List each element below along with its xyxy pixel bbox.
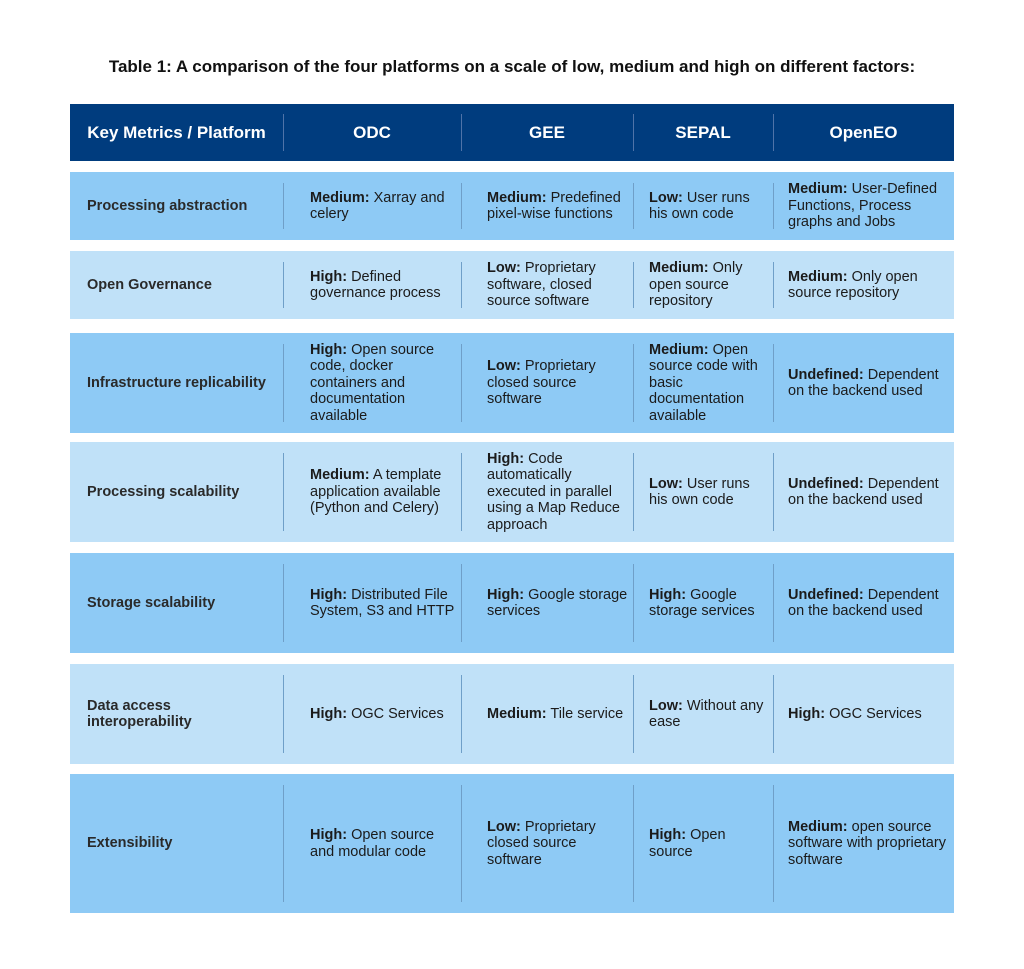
cell-text: Open source code, docker containers and documentation available bbox=[310, 341, 435, 424]
rating-label: Medium: bbox=[310, 189, 370, 206]
table-row bbox=[70, 774, 954, 913]
metric-label bbox=[87, 172, 277, 240]
cell-text: Proprietary closed source software bbox=[487, 818, 596, 868]
column-divider bbox=[283, 453, 284, 531]
rating-label: High: bbox=[649, 827, 687, 843]
cell-text: Proprietary software, closed source software bbox=[487, 260, 596, 310]
column-divider bbox=[773, 675, 774, 753]
cell-text: OGC Services bbox=[825, 705, 922, 722]
metric-label bbox=[87, 442, 277, 542]
metric-label bbox=[87, 333, 277, 433]
rating-label: Low: bbox=[649, 189, 683, 206]
rating-label: Medium: bbox=[649, 260, 709, 277]
cell-text: Tile service bbox=[546, 705, 624, 722]
rating-label: High: bbox=[649, 586, 687, 603]
metric-label bbox=[87, 251, 277, 319]
table-cell bbox=[310, 333, 458, 433]
column-divider bbox=[283, 344, 284, 422]
rating-label: Low: bbox=[649, 475, 683, 492]
table-cell bbox=[788, 664, 948, 764]
cell-text: Open source and modular code bbox=[310, 827, 435, 860]
table-cell bbox=[788, 333, 948, 433]
column-divider bbox=[461, 183, 462, 229]
header-odc: ODC bbox=[353, 122, 391, 142]
rating-label: Medium: bbox=[649, 341, 709, 358]
column-divider bbox=[283, 183, 284, 229]
column-divider bbox=[773, 785, 774, 902]
cell-text: Dependent on the backend used bbox=[788, 586, 939, 619]
rating-label: Low: bbox=[487, 260, 521, 277]
table-row bbox=[70, 553, 954, 653]
cell-text: Only open source repository bbox=[788, 268, 918, 301]
column-divider bbox=[633, 785, 634, 902]
rating-label: Medium: bbox=[788, 181, 848, 198]
metric-label bbox=[87, 664, 277, 764]
cell-text: Dependent on the backend used bbox=[788, 475, 939, 508]
table-cell bbox=[310, 442, 458, 542]
cell-text: Xarray and celery bbox=[310, 189, 445, 222]
rating-label: High: bbox=[487, 450, 525, 467]
table-cell bbox=[788, 251, 948, 319]
rating-label: Medium: bbox=[487, 189, 547, 206]
metric-text: Open Governance bbox=[87, 276, 212, 293]
rating-label: Low: bbox=[487, 818, 521, 835]
cell-text: A template application available (Python and Celery) bbox=[310, 467, 442, 517]
table-cell bbox=[649, 442, 769, 542]
column-divider bbox=[633, 564, 634, 642]
cell-text: Google storage services bbox=[649, 586, 755, 619]
table-cell bbox=[788, 442, 948, 542]
column-divider bbox=[633, 183, 634, 229]
cell-text: Distributed File System, S3 and HTTP bbox=[310, 586, 455, 619]
table-caption: Table 1: A comparison of the four platforms on a scale of low, medium and high on different factors: bbox=[108, 57, 916, 76]
cell-text: Proprietary closed source software bbox=[487, 358, 596, 408]
header-gee: GEE bbox=[529, 122, 565, 142]
table-cell bbox=[649, 333, 769, 433]
table-cell bbox=[487, 442, 630, 542]
column-divider bbox=[283, 262, 284, 308]
header-key-metrics: Key Metrics / Platform bbox=[87, 122, 266, 142]
cell-text: Without any ease bbox=[649, 697, 764, 730]
table-cell bbox=[487, 172, 630, 240]
header-openeo: OpenEO bbox=[829, 122, 898, 142]
table-row bbox=[70, 172, 954, 240]
table-cell bbox=[487, 664, 630, 764]
column-divider bbox=[283, 785, 284, 902]
table-row bbox=[70, 333, 954, 433]
header-sepal: SEPAL bbox=[675, 122, 731, 142]
table-cell bbox=[649, 251, 769, 319]
rating-label: High: bbox=[310, 705, 348, 722]
rating-label: Undefined: bbox=[788, 366, 864, 383]
rating-label: Undefined: bbox=[788, 475, 864, 492]
table-cell bbox=[649, 664, 769, 764]
table-cell bbox=[788, 553, 948, 653]
column-divider bbox=[773, 262, 774, 308]
cell-text: User runs his own code bbox=[649, 189, 750, 222]
rating-label: Medium: bbox=[310, 467, 370, 484]
table-cell bbox=[310, 251, 458, 319]
column-divider bbox=[461, 675, 462, 753]
table-cell bbox=[788, 774, 948, 913]
metric-text: Processing abstraction bbox=[87, 197, 248, 214]
table-cell bbox=[310, 172, 458, 240]
table-cell bbox=[487, 251, 630, 319]
rating-label: Medium: bbox=[487, 705, 547, 722]
table-cell bbox=[487, 774, 630, 913]
table-cell bbox=[310, 664, 458, 764]
table-cell bbox=[649, 553, 769, 653]
column-divider bbox=[461, 564, 462, 642]
column-divider bbox=[773, 564, 774, 642]
column-divider bbox=[633, 453, 634, 531]
table-row bbox=[70, 664, 954, 764]
column-divider bbox=[633, 675, 634, 753]
column-divider bbox=[633, 262, 634, 308]
rating-label: High: bbox=[788, 705, 826, 722]
rating-label: High: bbox=[310, 586, 348, 603]
column-divider bbox=[283, 564, 284, 642]
column-divider bbox=[461, 453, 462, 531]
metric-label bbox=[87, 553, 277, 653]
column-divider bbox=[773, 183, 774, 229]
column-divider bbox=[773, 344, 774, 422]
table-cell bbox=[310, 553, 458, 653]
rating-label: High: bbox=[310, 341, 348, 358]
metric-text: Extensibility bbox=[87, 835, 173, 852]
cell-text: User-Defined Functions, Process graphs and Jobs bbox=[788, 181, 938, 231]
column-divider bbox=[773, 453, 774, 531]
cell-text: Only open source repository bbox=[649, 260, 743, 310]
cell-text: Google storage services bbox=[487, 586, 628, 619]
column-divider bbox=[461, 785, 462, 902]
table-row bbox=[70, 251, 954, 319]
cell-text: OGC Services bbox=[347, 705, 444, 722]
table-cell bbox=[310, 774, 458, 913]
column-divider bbox=[283, 675, 284, 753]
table-cell bbox=[487, 553, 630, 653]
metric-label bbox=[87, 774, 277, 913]
rating-label: High: bbox=[487, 586, 525, 603]
rating-label: Undefined: bbox=[788, 586, 864, 603]
metric-text: Storage scalability bbox=[87, 594, 216, 611]
rating-label: Low: bbox=[649, 697, 683, 714]
cell-text: User runs his own code bbox=[649, 475, 750, 508]
rating-label: High: bbox=[310, 268, 348, 285]
cell-text: Dependent on the backend used bbox=[788, 366, 939, 399]
rating-label: High: bbox=[310, 827, 348, 843]
metric-text: Infrastructure replicability bbox=[87, 374, 266, 391]
column-divider bbox=[461, 262, 462, 308]
column-divider bbox=[633, 344, 634, 422]
table-row bbox=[70, 442, 954, 542]
table-cell bbox=[487, 333, 630, 433]
cell-text: open source software with proprietary software bbox=[788, 818, 946, 868]
cell-text: Open source code with basic documentation available bbox=[649, 341, 758, 424]
metric-text: Processing scalability bbox=[87, 483, 240, 500]
cell-text: Open source bbox=[649, 827, 726, 860]
table-cell bbox=[788, 172, 948, 240]
column-divider bbox=[461, 344, 462, 422]
rating-label: Low: bbox=[487, 358, 521, 375]
cell-text: Defined governance process bbox=[310, 268, 441, 301]
rating-label: Medium: bbox=[788, 268, 848, 285]
table-cell bbox=[649, 172, 769, 240]
table-cell bbox=[649, 774, 769, 913]
table-header bbox=[70, 104, 954, 161]
metric-text: Data access interoperability bbox=[87, 697, 192, 730]
cell-text: Predefined pixel-wise functions bbox=[487, 189, 621, 222]
rating-label: Medium: bbox=[788, 818, 848, 835]
cell-text: Code automatically executed in parallel using a Map Reduce approach bbox=[487, 450, 620, 533]
